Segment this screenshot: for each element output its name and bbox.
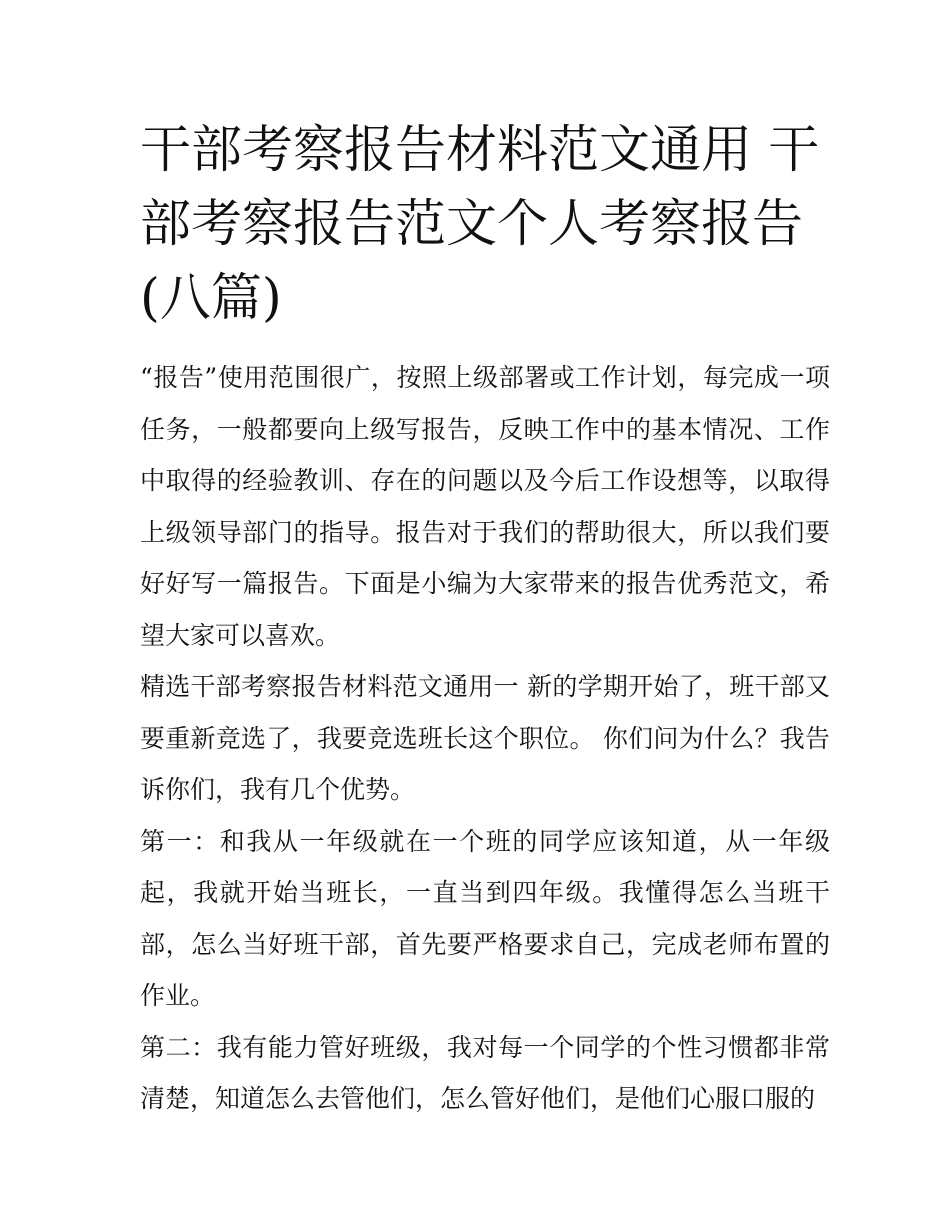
intro-paragraph: “报告”使用范围很广，按照上级部署或工作计划，每完成一项任务，一般都要向上级写报告，反映工作中的基本情况、工作中取得的经验教训、存在的问题以及今后工作设想等，以取得上级领导部门的指导。报告对于我们的帮助很大，所以我们要好好写一篇报告。下面是小编为大家带来的报告优秀范文，希望大家可以喜欢。 [140, 363, 830, 650]
second-point-paragraph: 第二：我有能力管好班级，我对每一个同学的个性习惯都非常清楚，知道怎么去管他们，怎么管好他们，是他们心服口服的 [140, 1032, 830, 1113]
first-point-paragraph: 第一：和我从一年级就在一个班的同学应该知道，从一年级起，我就开始当班长，一直当到四年级。我懂得怎么当班干部，怎么当好班干部，首先要严格要求自己，完成老师布置的作业。 [140, 826, 830, 1010]
document-body [140, 352, 830, 1125]
sample-one-paragraph: 精选干部考察报告材料范文通用一 新的学期开始了，班干部又要重新竞选了，我要竞选班长这个职位。 你们问为什么？我告诉你们，我有几个优势。 [140, 672, 830, 804]
document-title: 干部考察报告材料范文通用 干部考察报告范文个人考察报告(八篇) [140, 121, 820, 328]
